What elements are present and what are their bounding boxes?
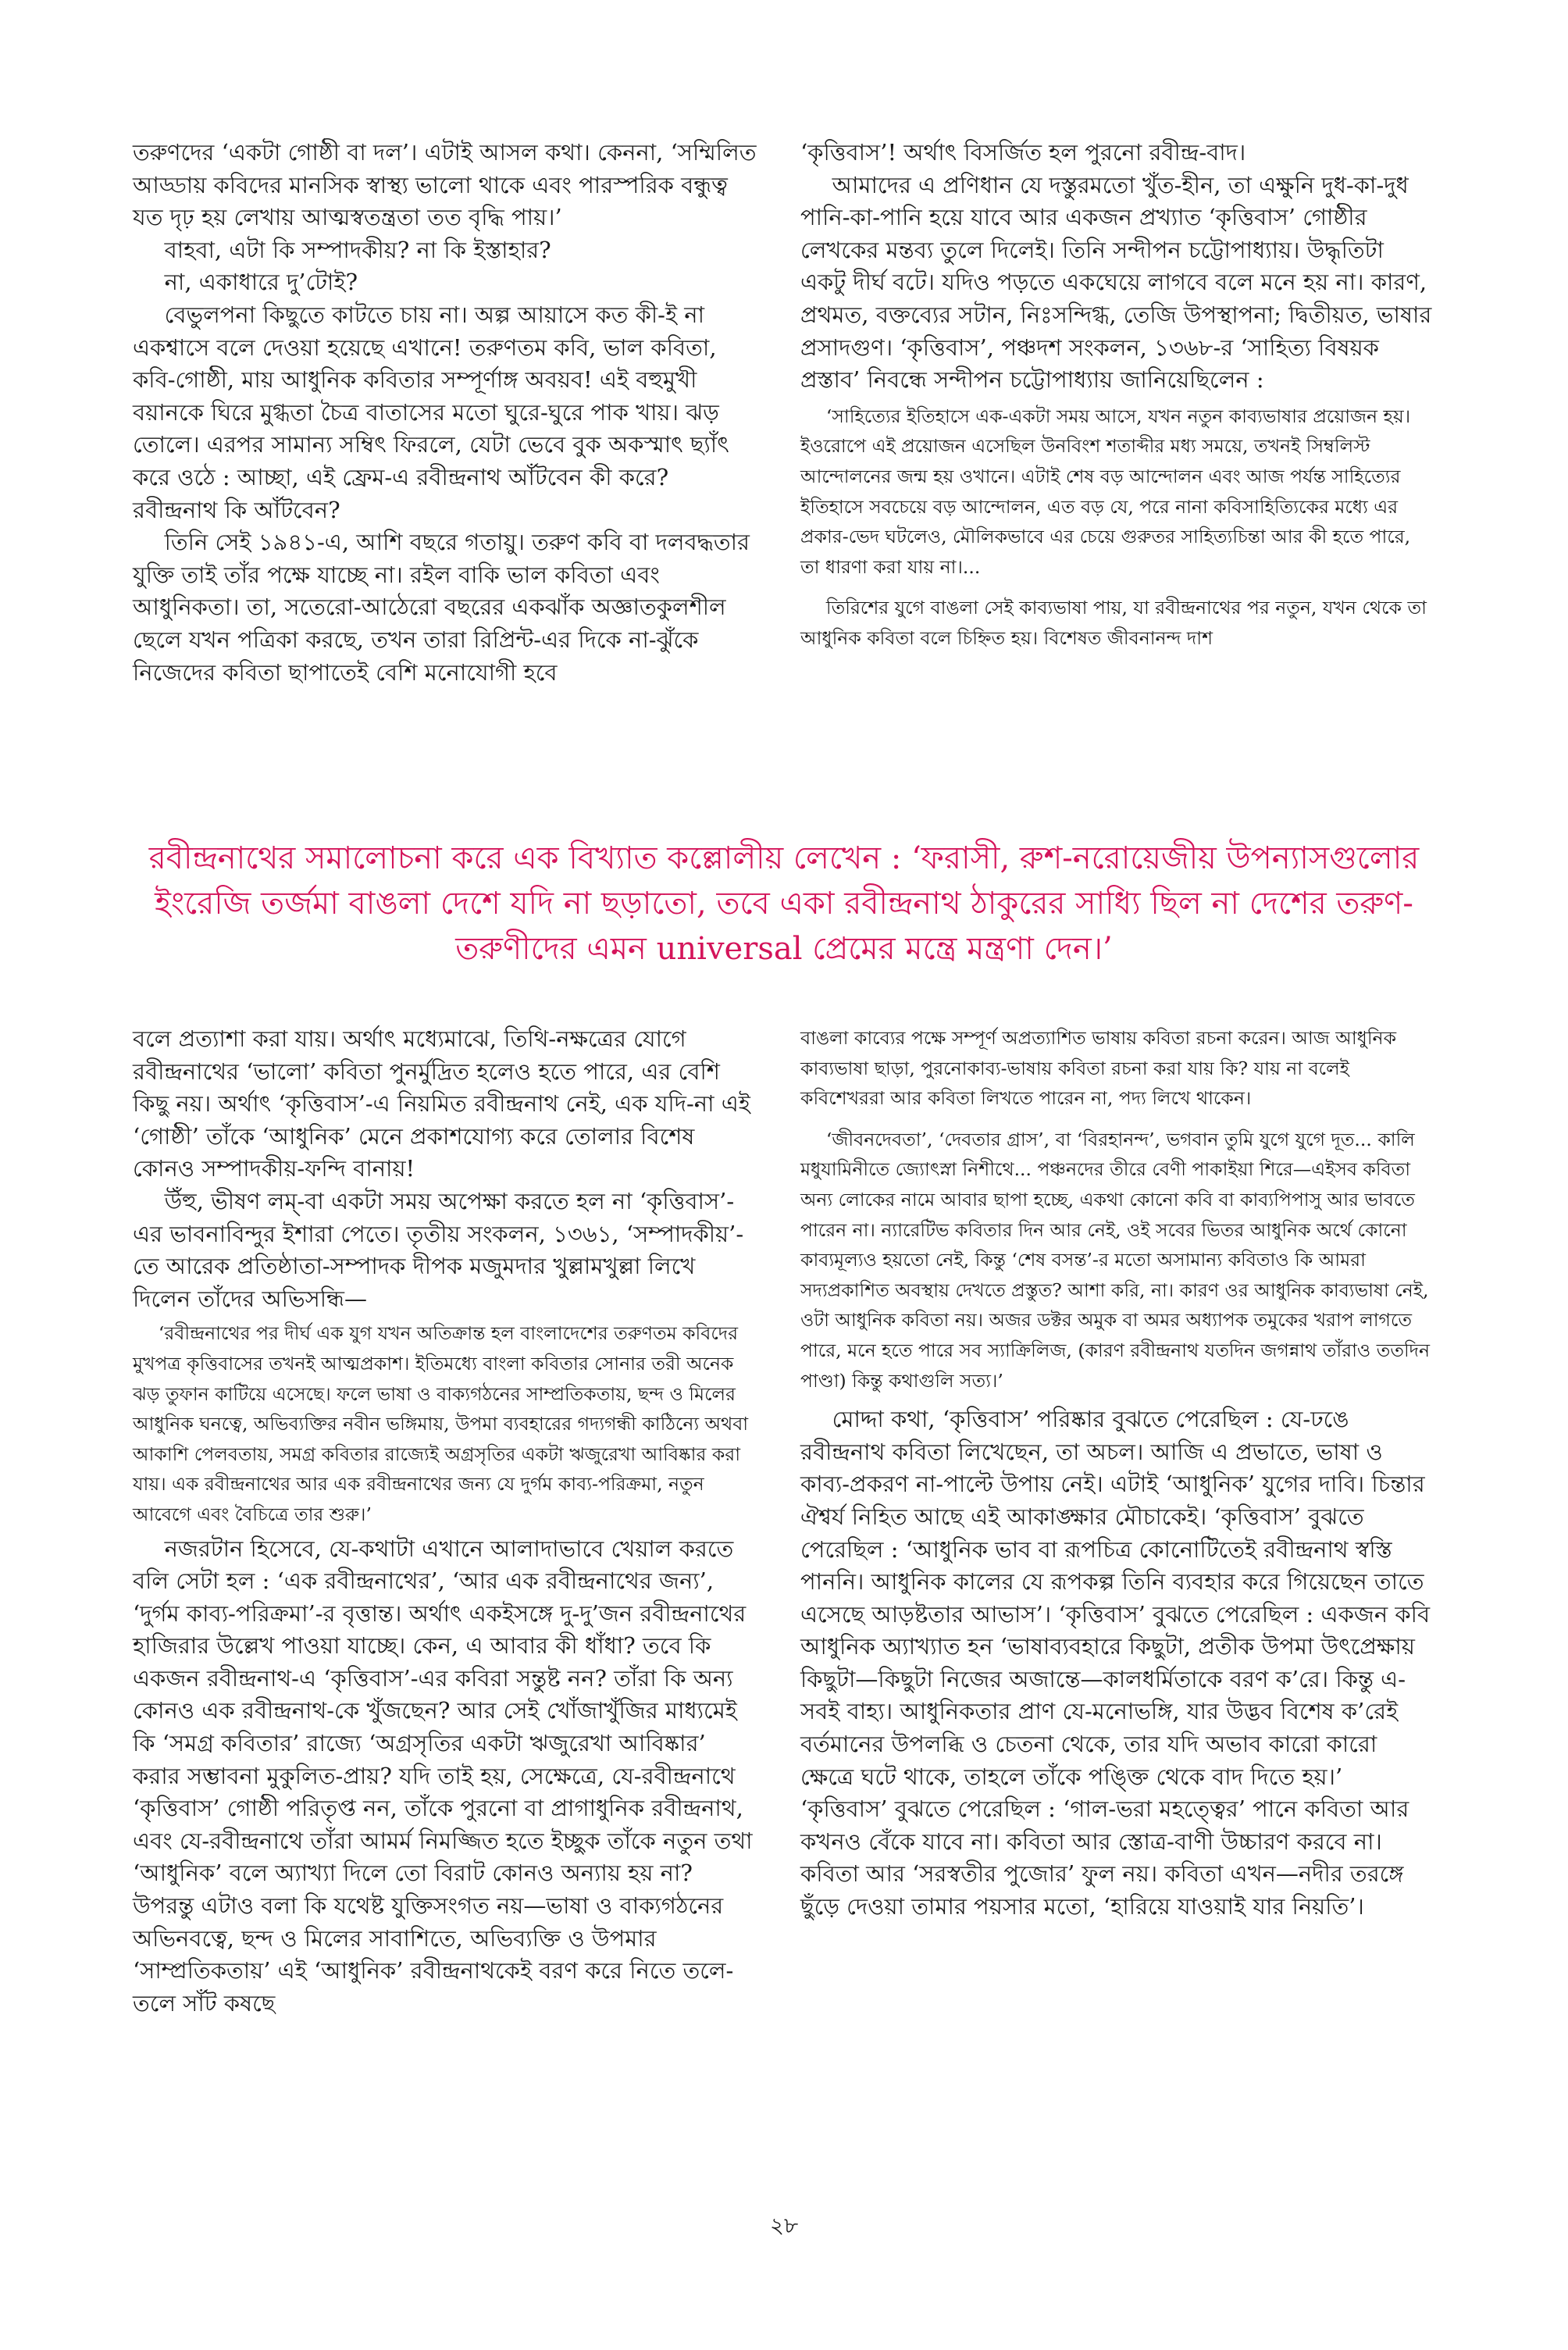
paragraph: না, একাধারে দু’টোই? xyxy=(164,269,358,296)
quote-paragraph: ‘সাহিত্যের ইতিহাসে এক-একটা সময় আসে, যখন নতুন কাব্যভাষার প্রয়োজন হয়। ইওরোপে এই প্রয়োজন এসেছিল উনবিংশ শতাব্দীর মধ্য সময়ে, তখনই সিম্বলিস্ট আন্দোলনের জন্ম হয় ওখানে। এটাই শেষ বড় আন্দোলন এবং আজ পর্যন্ত সাহিত্যের ইতিহাসে সবচেয়ে বড় আন্দোলন, এত বড় যে, পরে নানা কবিসাহিত্যিকের মধ্যে এর প্রকার-ভেদ ঘটলেও, মৌলিকভাবে এর চেয়ে গুরুতর সাহিত্যচিন্তা আর কী হতে পারে, তা ধারণা করা যায় না।... xyxy=(800,405,1411,578)
paragraph: আমাদের এ প্রণিধান যে দস্তুরমতো খুঁত-হীন, তা এক্ষুনি দুধ-কা-দুধ পানি-কা-পানি হয়ে যাবে আর একজন প্রখ্যাত ‘কৃত্তিবাস’ গোষ্ঠীর লেখকের মন্তব্য তুলে দিলেই। তিনি সন্দীপন চট্টোপাধ্যায়। উদ্ধৃতিটা একটু দীর্ঘ বটে। যদিও পড়তে একঘেয়ে লাগবে বলে মনে হয় না। কারণ, প্রথমত, বক্তব্যের সটান, নিঃসন্দিগ্ধ, তেজি উপস্থাপনা; দ্বিতীয়ত, ভাষার প্রসাদগুণ। ‘কৃত্তিবাস’, পঞ্চদশ সংকলন, ১৩৬৮-র ‘সাহিত্য বিষয়ক প্রস্তাব’ নিবন্ধে সন্দীপন চট্টোপাধ্যায় জানিয়েছিলেন : xyxy=(800,171,1432,394)
quote-paragraph: বাঙলা কাব্যের পক্ষে সম্পূর্ণ অপ্রত্যাশিত ভাষায় কবিতা রচনা করেন। আজ আধুনিক কাব্যভাষা ছাড়া, পুরনোকাব্য-ভাষায় কবিতা রচনা করা যায় কি? যায় না বলেই কবিশেখররা আর কবিতা লিখতে পারেন না, পদ্য লিখে থাকেন। xyxy=(800,1027,1397,1110)
bottom-left-column xyxy=(133,1023,757,2020)
article-text xyxy=(133,1533,757,2020)
paragraph: বলে প্রত্যাশা করা যায়। অর্থাৎ মধ্যেমাঝে, তিথি-নক্ষত্রের যোগে রবীন্দ্রনাথের ‘ভালো’ কবিতা পুনর্মুদ্রিত হলেও হতে পারে, এর বেশি কিছু নয়। অর্থাৎ ‘কৃত্তিবাস’-এ নিয়মিত রবীন্দ্রনাথ নেই, এক যদি-না এই ‘গোষ্ঠী’ তাঁকে ‘আধুনিক’ মেনে প্রকাশযোগ্য করে তোলার বিশেষ কোনও সম্পাদকীয়-ফন্দি বানায়! xyxy=(133,1025,750,1182)
quote-paragraph: তিরিশের যুগে বাঙলা সেই কাব্যভাষা পায়, যা রবীন্দ্রনাথের পর নতুন, যখন থেকে তা আধুনিক কবিতা বলে চিহ্নিত হয়। বিশেষত জীবনানন্দ দাশ xyxy=(800,597,1427,649)
paragraph: বেভুলপনা কিছুতে কাটতে চায় না। অল্প আয়াসে কত কী-ই না একশ্বাসে বলে দেওয়া হয়েছে এখানে! তরুণতম কবি, ভাল কবিতা, কবি-গোষ্ঠী, মায় আধুনিক কবিতার সম্পূর্ণাঙ্গ অবয়ব! এই বহুমুখী বয়ানকে ঘিরে মুগ্ধতা চৈত্র বাতাসের মতো ঘুরে-ঘুরে পাক খায়। ঝড় তোলে। এরপর সামান্য সম্বিৎ ফিরলে, যেটা ভেবে বুক অকস্মাৎ ছ্যাঁৎ করে ওঠে : আচ্ছা, এই ফ্রেম-এ রবীন্দ্রনাথ আঁটবেন কী করে? রবীন্দ্রনাথ কি আঁটবেন? xyxy=(133,301,729,523)
block-quote xyxy=(133,1318,757,1529)
paragraph: বাহবা, এটা কি সম্পাদকীয়? না কি ইস্তাহার? xyxy=(164,236,551,263)
paragraph: তরুণদের ‘একটা গোষ্ঠী বা দল’। এটাই আসল কথা। কেননা, ‘সম্মিলিত আড্ডায় কবিদের মানসিক স্বাস্থ্য ভালো থাকে এবং পারস্পরিক বন্ধুত্ব যত দৃঢ় হয় লেখায় আত্মস্বতন্ত্রতা তত বৃদ্ধি পায়।’ xyxy=(133,139,757,231)
page-number: ২৮ xyxy=(769,2213,799,2238)
article-text xyxy=(800,1403,1434,1924)
paragraph: মোদ্দা কথা, ‘কৃত্তিবাস’ পরিষ্কার বুঝতে পেরেছিল : যে-ঢঙে রবীন্দ্রনাথ কবিতা লিখেছেন, তা অচল। আজি এ প্রভাতে, ভাষা ও কাব্য-প্রকরণ না-পাল্টে উপায় নেই। এটাই ‘আধুনিক’ যুগের দাবি। চিন্তার ঐশ্বর্য নিহিত আছে এই আকাঙ্ক্ষার মৌচাকেই। ‘কৃত্তিবাস’ বুঝতে পেরেছিল : ‘আধুনিক ভাব বা রূপচিত্র কোনোটিতেই রবীন্দ্রনাথ স্বস্তি পাননি। আধুনিক কালের যে রূপকল্প তিনি ব্যবহার করে গিয়েছেন তাতে এসেছে আড়ষ্টতার আভাস’। ‘কৃত্তিবাস’ বুঝতে পেরেছিল : একজন কবি আধুনিক অ্যাখ্যাত হন ‘ভাষাব্যবহারে কিছুটা, প্রতীক উপমা উৎপ্রেক্ষায় কিছুটা—কিছুটা নিজের অজান্তে—কালধর্মিতাকে বরণ ক’রে। কিন্তু এ-সবই বাহ্য। আধুনিকতার প্রাণ যে-মনোভঙ্গি, যার উদ্ভব বিশেষ ক’রেই বর্তমানের উপলব্ধি ও চেতনা থেকে, তার যদি অভাব কারো কারো ক্ষেত্রে ঘটে থাকে, তাহলে তাঁকে পঙ্ক্তি থেকে বাদ দিতে হয়।’ ‘কৃত্তিবাস’ বুঝতে পেরেছিল : ‘গাল-ভরা মহত্ত্বের’ পানে কবিতা আর কখনও বেঁকে যাবে না। কবিতা আর স্তোত্র-বাণী উচ্চারণ করবে না। কবিতা আর ‘সরস্বতীর পুজোর’ ফুল নয়। কবিতা এখন—নদীর তরঙ্গে ছুঁড়ে দেওয়া তামার পয়সার মতো, ‘হারিয়ে যাওয়াই যার নিয়তি’। xyxy=(800,1406,1431,1920)
quote-paragraph: ‘জীবনদেবতা’, ‘দেবতার গ্রাস’, বা ‘বিরহানন্দ’, ভগবান তুমি যুগে যুগে দূত... কালি মধুযামিনীতে জ্যোৎস্না নিশীথে... পঞ্চনদের তীরে বেণী পাকাইয়া শিরে—এইসব কবিতা অন্য লোকের নামে আবার ছাপা হচ্ছে, একথা কোনো কবি বা কাব্যপিপাসু আর ভাবতে পারেন না। ন্যারেটিভ কবিতার দিন আর নেই, ওই সবের ভিতর আধুনিক অর্থে কোনো কাব্যমূল্যও হয়তো নেই, কিন্তু ‘শেষ বসন্ত’-র মতো অসামান্য কবিতাও কি আমরা সদ্যপ্রকাশিত অবস্থায় দেখতে প্রস্তুত? আশা করি, না। কারণ ওর আধুনিক কাব্যভাষা নেই, ওটা আধুনিক কবিতা নয়। অজর ডক্টর অমুক বা অমর অধ্যাপক তমুকের খরাপ লাগতে পারে, মনে হতে পারে সব স্যাক্রিলিজ, (কারণ রবীন্দ্রনাথ যতদিন জগন্নাথ তাঁরাও ততদিন পাণ্ডা) কিন্তু কথাগুলি সত্য।’ xyxy=(800,1128,1431,1392)
bottom-right-column xyxy=(800,1023,1434,1924)
top-left-column xyxy=(133,137,757,689)
paragraph: তিনি সেই ১৯৪১-এ, আশি বছরে গতায়ু। তরুণ কবি বা দলবদ্ধতার যুক্তি তাই তাঁর পক্ষে যাচ্ছে না। রইল বাকি ভাল কবিতা এবং আধুনিকতা। তা, সতেরো-আঠেরো বছরের একঝাঁক অজ্ঞাতকুলশীল ছেলে যখন পত্রিকা করছে, তখন তারা রিপ্রিন্ট-এর দিকে না-ঝুঁকে নিজেদের কবিতা ছাপাতেই বেশি মনোযোগী হবে xyxy=(133,529,750,686)
article-text xyxy=(133,1023,757,1315)
paragraph: নজরটান হিসেবে, যে-কথাটা এখানে আলাদাভাবে খেয়াল করতে বলি সেটা হল : ‘এক রবীন্দ্রনাথের’, ‘আর এক রবীন্দ্রনাথের জন্য’, ‘দুর্গম কাব্য-পরিক্রমা’-র বৃত্তান্ত। অর্থাৎ একইসঙ্গে দু-দু’জন রবীন্দ্রনাথের হাজিরার উল্লেখ পাওয়া যাচ্ছে। কেন, এ আবার কী ধাঁধা? তবে কি একজন রবীন্দ্রনাথ-এ ‘কৃত্তিবাস’-এর কবিরা সন্তুষ্ট নন? তাঁরা কি অন্য কোনও এক রবীন্দ্রনাথ-কে খুঁজছেন? আর সেই খোঁজাখুঁজির মাধ্যমেই কি ‘সমগ্র কবিতার’ রাজ্যে ‘অগ্রসৃতির একটা ঋজুরেখা আবিষ্কার’ করার সম্ভাবনা মুকুলিত-প্রায়? যদি তাই হয়, সেক্ষেত্রে, যে-রবীন্দ্রনাথে ‘কৃত্তিবাস’ গোষ্ঠী পরিতৃপ্ত নন, তাঁকে পুরনো বা প্রাগাধুনিক রবীন্দ্রনাথ, এবং যে-রবীন্দ্রনাথে তাঁরা আমর্ম নিমজ্জিত হতে ইচ্ছুক তাঁকে নতুন তথা ‘আধুনিক’ বলে অ্যাখ্যা দিলে তো বিরাট কোনও অন্যায় হয় না? উপরন্তু এটাও বলা কি যথেষ্ট যুক্তিসংগত নয়—ভাষা ও বাক্যগঠনের অভিনবত্বে, ছন্দ ও মিলের সাবাশিতে, অভিব্যক্তি ও উপমার ‘সাম্প্রতিকতায়’ এই ‘আধুনিক’ রবীন্দ্রনাথকেই বরণ করে নিতে তলে-তলে সাঁট কষছে xyxy=(133,1535,753,2017)
paragraph: উঁহু, ভীষণ লম্-বা একটা সময় অপেক্ষা করতে হল না ‘কৃত্তিবাস’-এর ভাবনাবিন্দুর ইশারা পেতে। তৃতীয় সংকলন, ১৩৬১, ‘সম্পাদকীয়’-তে আরেক প্রতিষ্ঠাতা-সম্পাদক দীপক মজুমদার খুল্লামখুল্লা লিখে দিলেন তাঁদের অভিসন্ধি— xyxy=(133,1187,744,1312)
article-text xyxy=(800,137,1434,397)
block-quote xyxy=(800,1023,1434,1396)
paragraph: ‘কৃত্তিবাস’! অর্থাৎ বিসর্জিত হল পুরনো রবীন্দ্র-বাদ। xyxy=(800,139,1246,166)
pull-quote: রবীন্দ্রনাথের সমালোচনা করে এক বিখ্যাত কল্লোলীয় লেখেন : ‘ফরাসী, রুশ-নরোয়েজীয় উপন্যাসগুলোর ইংরেজি তর্জমা বাঙলা দেশে যদি না ছড়াতো, তবে একা রবীন্দ্রনাথ ঠাকুরের সাধ্যি ছিল না দেশের তরুণ-তরুণীদের এমন universal প্রেমের মন্ত্রে মন্ত্রণা দেন।’ xyxy=(148,840,1420,967)
block-quote xyxy=(800,401,1434,654)
quote-paragraph: ‘রবীন্দ্রনাথের পর দীর্ঘ এক যুগ যখন অতিক্রান্ত হল বাংলাদেশের তরুণতম কবিদের মুখপত্র কৃত্তিবাসের তখনই আত্মপ্রকাশ। ইতিমধ্যে বাংলা কবিতার সোনার তরী অনেক ঝড় তুফান কাটিয়ে এসেছে। ফলে ভাষা ও বাক্যগঠনের সাম্প্রতিকতায়, ছন্দ ও মিলের আধুনিক ঘনত্বে, অভিব্যক্তির নবীন ভঙ্গিমায়, উপমা ব্যবহারের গদ্যগন্ধী কাঠিন্যে অথবা আকাশি পেলবতায়, সমগ্র কবিতার রাজ্যেই অগ্রসৃতির একটা ঋজুরেখা আবিষ্কার করা যায়। এক রবীন্দ্রনাথের আর এক রবীন্দ্রনাথের জন্য যে দুর্গম কাব্য-পরিক্রমা, নতুন আবেগে এবং বৈচিত্রে তার শুরু।’ xyxy=(133,1322,749,1525)
top-right-column xyxy=(800,137,1434,654)
